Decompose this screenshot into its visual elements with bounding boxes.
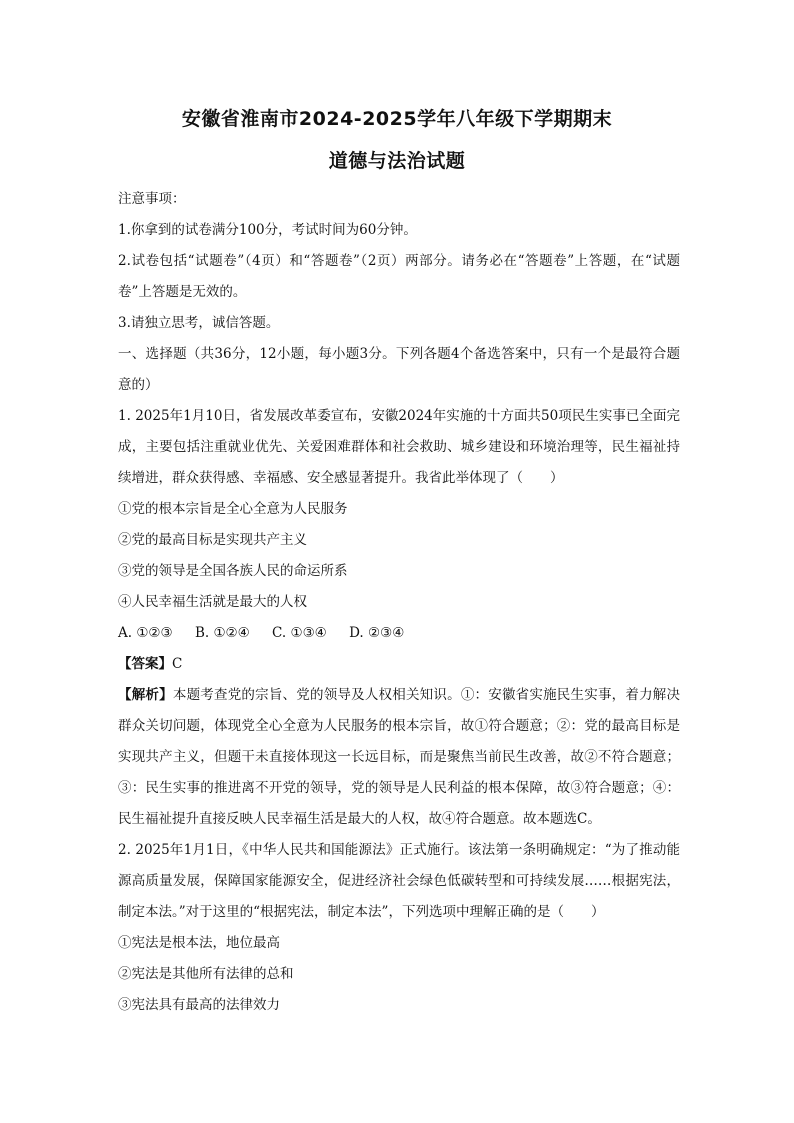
statement: ②宪法是其他所有法律的总和 [118,966,294,982]
section-heading: 一、选择题（共36分，12小题，每小题3分。下列各题4个备选答案中，只有一个是最符合题意的） [118,346,680,393]
notice-heading: 注意事项： [118,191,186,207]
analysis-text: 本题考查党的宗旨、党的领导及人权相关知识。①：安徽省实施民生实事，着力解决群众关切问题，体现党全心全意为人民服务的根本宗旨，故①符合题意；②：党的最高目标是实现共产主义，但题干未直接体现这一长远目标，而是聚焦当前民生改善，故②不符合题意；③：民生实事的推进离不开党的领导，党的领导是人民利益的根本保障，故③符合题意；④：民生福祉提升直接反映人民幸福生活是最大的人权，故④符合题意。故本题选C。 [118,687,681,827]
question-stem: 1. 2025年1月10日，省发展改革委宣布，安徽2024年实施的十方面共50项民生实事已全面完成，主要包括注重就业优先、关爱困难群体和社会救助、城乡建设和环境治理等，民生福祉持续增进，群众获得感、幸福感、安全感显著提升。我省此举体现了（ ） [118,408,680,486]
choice-a: A. ①②③ [118,625,173,641]
answer-line [118,649,680,680]
statement: ③党的领导是全国各族人民的命运所系 [118,563,348,579]
notice-item: 1.你拿到的试卷满分100分，考试时间为60分钟。 [118,222,417,238]
choice-b: B. ①②④ [194,625,250,641]
statement: ②党的最高目标是实现共产主义 [118,532,307,548]
answer-label: 【答案】 [118,656,172,672]
notice-item: 3.请独立思考，诚信答题。 [118,315,280,331]
statement: ①宪法是根本法，地位最高 [118,935,280,951]
question-stem: 2. 2025年1月1日，《中华人民共和国能源法》正式施行。该法第一条明确规定：“为了推动能源高质量发展，保障国家能源安全，促进经济社会绿色低碳转型和可持续发展……根据宪法，制定本法。”对于这里的“根据宪法，制定本法”，下列选项中理解正确的是（ ） [118,842,680,920]
page-subtitle: 道德与法治试题 [328,150,466,172]
statement: ④人民幸福生活就是最大的人权 [118,594,307,610]
choices-row [118,618,680,649]
analysis-paragraph [118,680,680,835]
choice-d: D. ②③④ [349,625,405,641]
document-body [118,184,680,1021]
page-title: 安徽省淮南市2024-2025学年八年级下学期期末 [181,108,613,130]
answer-value: C [172,656,183,672]
notice-item: 2.试卷包括“试题卷”（4页）和“答题卷”（2页）两部分。请务必在“答题卷”上答题，在“试题卷”上答题是无效的。 [118,253,680,300]
analysis-label: 【解析】 [118,687,173,703]
statement: ③宪法具有最高的法律效力 [118,997,280,1013]
choice-c: C. ①③④ [272,625,327,641]
statement: ①党的根本宗旨是全心全意为人民服务 [118,501,348,517]
